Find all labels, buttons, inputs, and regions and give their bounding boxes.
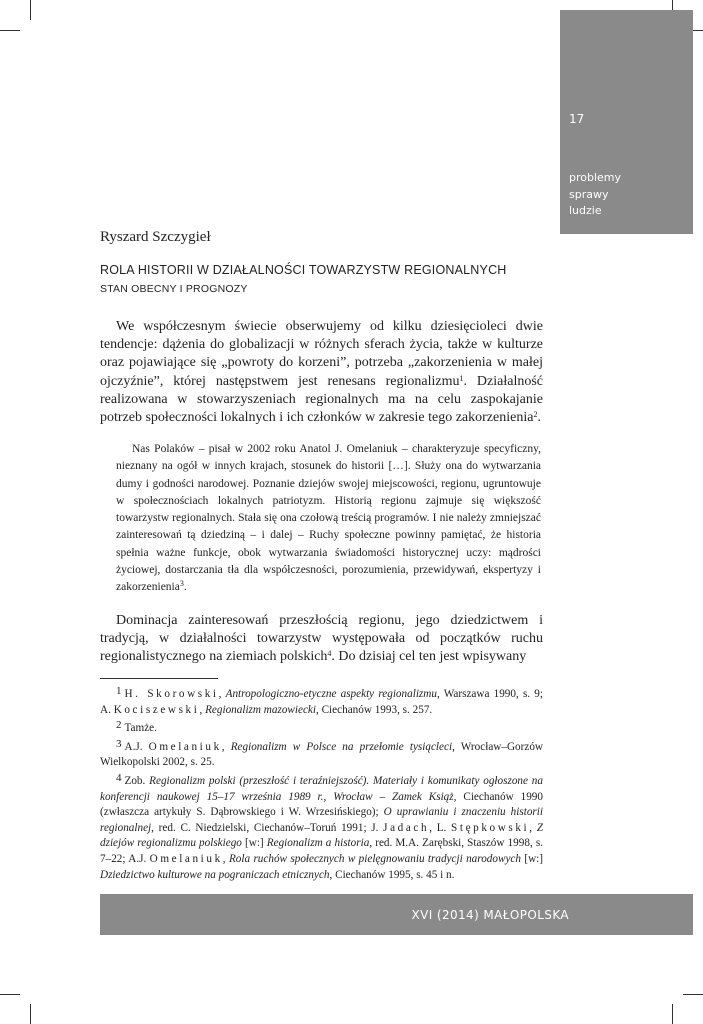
footnotes: [100, 684, 543, 883]
body-paragraph: Dominacja zainteresowań przeszłością regionu, jego dziedzictwem i tradycją, w działalności towarzystw występowała od początków ruchu regionalistycznego na ziemiach polskich$^4$. Do dzisiaj cel ten jest wpisywany: [100, 613, 543, 665]
footnote-number: 3: [116, 737, 122, 750]
footnote-ref[interactable]: 3: [179, 579, 184, 589]
footnote-separator: [100, 678, 218, 679]
crop-mark: [0, 994, 20, 995]
block-quote: Nas Polaków – pisał w 2002 roku Anatol J. Omelaniuk – charakteryzuje specyficzny, nieznany na ogół w innych krajach, stosunek do historii […]. Służy ona do wytwarzania dumy i godności narodowej. Poznanie dziejów swojej miejscowości, regionu, ugruntowuje w społecznościach lokalnych patriotyzm. Historią regionu zajmuje się większość towarzystw regionalnych. Stała się ona czołową treścią programów. I nie należy zmniejszać zainteresowań tą dziedziną – i dalej – Ruchy społeczne powinny pamiętać, że historia spełnia ważne funkcje, obok wytwarzania świadomości historycznej uczy: mądrości życiowej, dostarczania tła dla współczesności, porozumienia, przewidywań, ekspertyzy i zakorzenienia$^3$.: [116, 443, 541, 594]
footnote: 3 A.J. Omelaniuk, Regionalizm w Polsce na przełomie tysiącleci, Wrocław–Gorzów Wielkopolski 2002, s. 25.: [100, 737, 543, 769]
journal-name: XVI (2014) MAŁOPOLSKA: [411, 908, 569, 922]
section-labels: [569, 170, 621, 220]
footnote-number: 1: [116, 685, 122, 697]
crop-mark: [30, 0, 31, 20]
footnote: 1 H. Skorowski, Antropologiczno-etyczne aspekty regionalizmu, Warszawa 1990, s. 9; A. Kociszewski, Regionalizm mazowiecki, Ciechanów 1993, s. 257.: [100, 685, 543, 716]
footnote-ref[interactable]: 2: [533, 410, 538, 420]
body-paragraph: We współczesnym świecie obserwujemy od kilku dziesięcioleci dwie tendencje: dążenia do globalizacji w różnych sferach życia, także w kulturze oraz pojawiające się „powroty do korzeni”, potrzeba „zakorzenienia w małej ojczyźnie”, której następstwem jest renesans regionalizmu$^1$. Działalność realizowana w stowarzyszeniach regionalnych ma na celu zaspokajanie potrzeb społeczności lokalnych i ich członków w zakresie tego zakorzenienia$^2$.: [100, 319, 543, 426]
article-title: ROLA HISTORII W DZIAŁALNOŚCI TOWARZYSTW REGIONALNYCH: [100, 263, 507, 277]
section-label: problemy: [569, 171, 622, 184]
section-sidebar: [560, 10, 693, 234]
author-name: Ryszard Szczygieł: [100, 229, 211, 245]
article-subtitle: STAN OBECNY I PROGNOZY: [100, 283, 248, 295]
footnote-number: 4: [116, 771, 122, 784]
footnote: 2 Tamże.: [116, 719, 157, 735]
section-label: sprawy: [569, 187, 609, 201]
crop-mark: [0, 30, 20, 31]
section-label: ludzie: [569, 204, 602, 217]
crop-mark: [672, 1004, 673, 1024]
crop-mark: [683, 994, 703, 995]
page-number: 17: [569, 112, 585, 126]
crop-mark: [30, 1004, 31, 1024]
journal-footer: [100, 894, 693, 935]
footnote: 4 Zob. Regionalizm polski (przeszłość i teraźniejszość). Materiały i komunikaty ogłoszone na konferencji naukowej 15–17 września 1989 r., Wrocław – Zamek Książ, Ciechanów 1990 (zwłaszcza artykuły S. Dąbrowskiego i W. Wrzesińskiego); O uprawianiu i znaczeniu historii regionalnej, red. C. Niedzielski, Ciechanów–Toruń 1991; J. Jadach, L. Stępkowski, Z dziejów regionalizmu polskiego [w:] Regionalizm a historia, red. M.A. Zarębski, Staszów 1998, s. 7–22; A.J. Omelaniuk, Rola ruchów społecznych w pielęgnowaniu tradycji narodowych [w:] Dziedzictwo kulturowe na pograniczach etnicznych, Ciechanów 1995, s. 45 i n.: [100, 771, 544, 881]
footnote-ref[interactable]: 4: [327, 649, 332, 659]
footnote-ref[interactable]: 1: [459, 373, 464, 383]
footnote-number: 2: [116, 719, 122, 732]
